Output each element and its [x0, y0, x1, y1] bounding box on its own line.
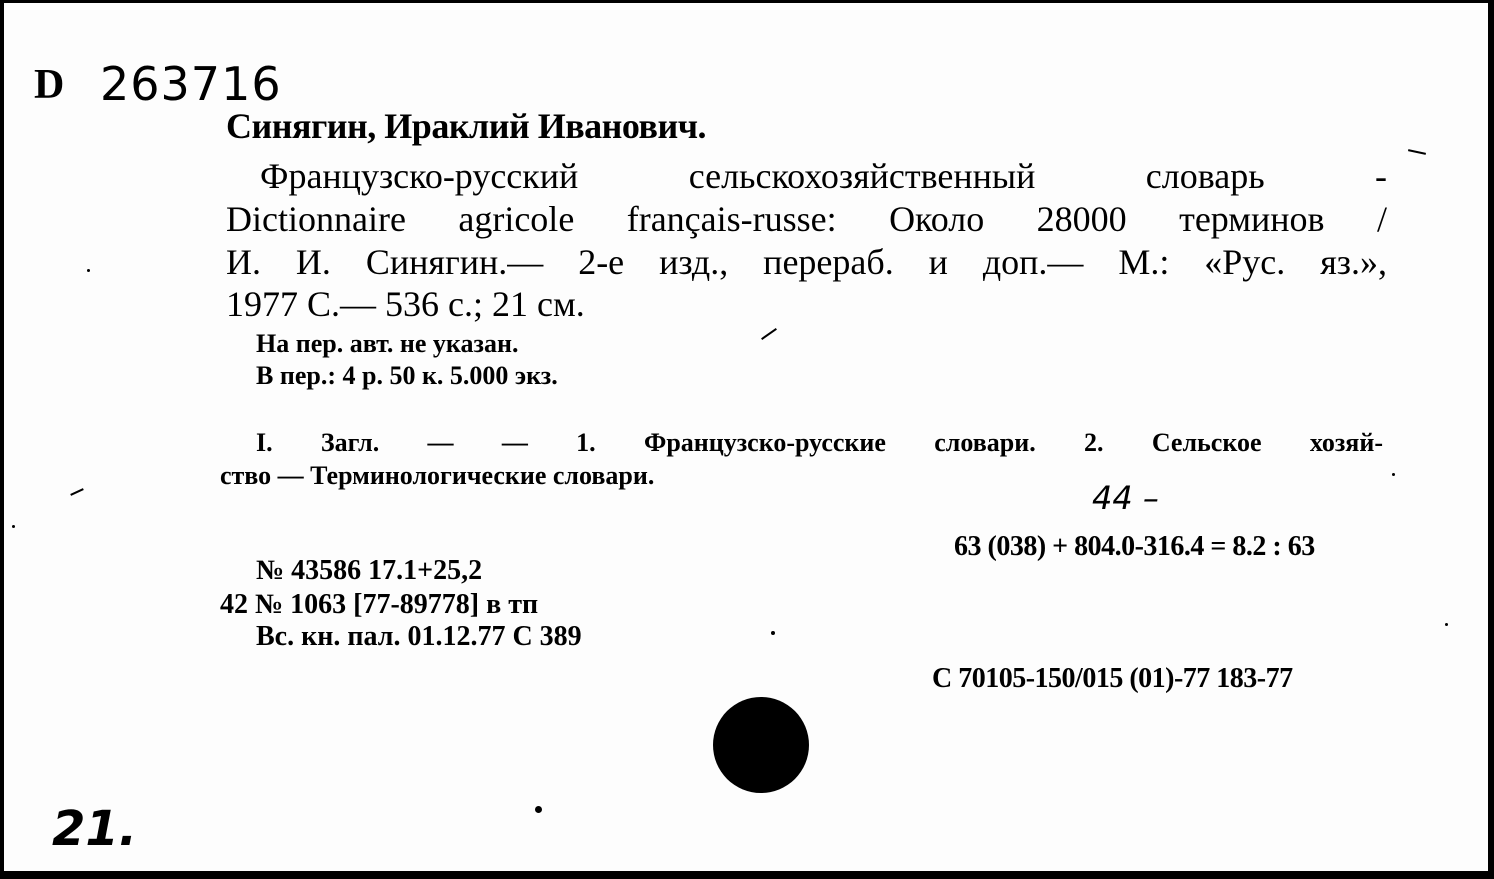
note-binding-price: В пер.: 4 р. 50 к. 5.000 экз. [256, 361, 558, 390]
punch-hole [713, 697, 809, 793]
catalog-card [4, 3, 1488, 871]
registration-order: 42 № 1063 [77-89778] в тп [220, 589, 539, 620]
tracings-line-1: I. Загл. — — 1. Французско-русские словари. 2. Сельское хозяй- [256, 428, 1383, 457]
title-line-2: Dictionnaire agricole français-russe: Около 28000 терминов / [226, 199, 1387, 239]
publisher-code: С 70105-150/015 (01)-77 183-77 [932, 663, 1293, 694]
call-number: 263716 [100, 57, 282, 111]
registration-chamber: Вс. кн. пал. 01.12.77 С 389 [256, 621, 582, 652]
corner-mark: 21. [52, 801, 138, 857]
handwritten-note: 44 – [1092, 479, 1159, 517]
title-line-4: 1977 С.— 536 с.; 21 см. [226, 284, 585, 324]
author-heading: Синягин, Ираклий Иванович. [226, 106, 707, 146]
dust-speck [535, 806, 542, 813]
registration-number: № 43586 17.1+25,2 [256, 555, 483, 586]
edge-dash [70, 488, 84, 496]
dust-speck [1392, 473, 1395, 476]
note-author: На пер. авт. не указан. [256, 329, 519, 358]
dust-speck [771, 631, 775, 635]
edge-dash [1408, 149, 1426, 155]
classification-index: 63 (038) + 804.0-316.4 = 8.2 : 63 [954, 531, 1315, 562]
tracings-line-2: ство — Терминологические словари. [220, 461, 655, 490]
call-number-prefix: D [34, 62, 65, 108]
title-line-3: И. И. Синягин.— 2-е изд., перераб. и доп.— М.: «Рус. яз.», [226, 242, 1387, 282]
pencil-tick [761, 328, 777, 340]
title-line-1: Французско-русский сельскохозяйственный словарь - [260, 156, 1387, 196]
dust-speck [1445, 623, 1448, 626]
dust-speck [87, 269, 90, 272]
dust-speck [12, 525, 15, 528]
